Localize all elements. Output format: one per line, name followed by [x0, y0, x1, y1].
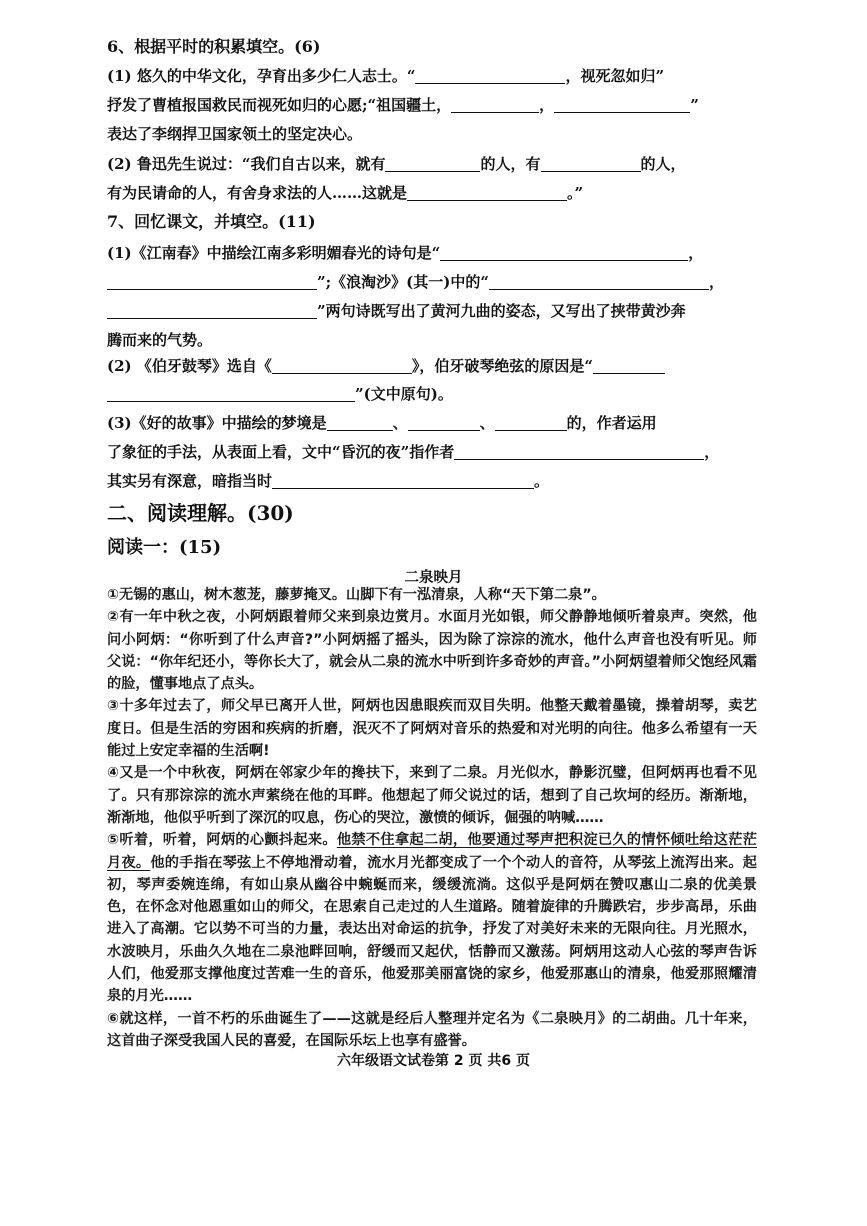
- q6-line-3: 表达了李纲捍卫国家领土的坚定决心。: [107, 125, 363, 143]
- blank[interactable]: [495, 414, 567, 431]
- paragraph-3: ③十多年过去了，师父早已离开人世，阿炳也因患眼疾而双目失明。他整天戴着墨镜，操着胡琴，卖艺度日。但是生活的穷困和疾病的折磨，泯灭不了阿炳对音乐的热爱和对光明的向往。他多么希望有一天能过上安定幸福的生活啊!: [107, 698, 757, 760]
- blank[interactable]: [408, 414, 480, 431]
- q7-line-8: 了象征的手法，从表面上看，文中“昏沉的夜”指作者 ，: [107, 443, 720, 461]
- q6-heading: 6、根据平时的积累填空。(6): [107, 37, 321, 56]
- paragraph-5: ⑤听着，听着，阿炳的心颤抖起来。他禁不住拿起二胡，他要通过琴声把积淀已久的情怀倾吐给这茫茫月夜。他的手指在琴弦上不停地滑动着，流水月光都变成了一个个动人的音符，从琴弦上流泻出来。起初，琴声委婉连绵，有如山泉从幽谷中蜿蜒而来，缓缓流淌。这似乎是阿炳在赞叹惠山二泉的优美景色，在怀念对他恩重如山的师父，在思索自己走过的人生道路。随着旋律的升腾跌宕，步步高昂，乐曲进入了高潮。它以势不可当的力量，表达出对命运的抗争，抒发了对美好未来的无限向往。月光照水，水波映月，乐曲久久地在二泉池畔回响，舒缓而又起伏，恬静而又激荡。阿炳用这动人心弦的琴声告诉人们，他爱那支撑他度过苦难一生的音乐，他爱那美丽富饶的家乡，他爱那惠山的清泉，他爱那照耀清泉的月光……: [107, 832, 757, 1005]
- reading-passage: [107, 584, 757, 1052]
- q6-line-5: 有为民请命的人，有舍身求法的人……这就是 。”: [107, 184, 584, 202]
- q6-line-2: 抒发了曹植报国救民而视死如归的心愿;“祖国疆土， ， ”: [107, 96, 699, 114]
- q7-line-3: ”两句诗既写出了黄河九曲的姿态，又写出了挟带黄沙奔: [107, 300, 772, 322]
- paragraph-1: ①无锡的惠山，树木葱茏，藤萝掩叉。山脚下有一泓清泉，人称“天下第二泉”。: [107, 587, 606, 603]
- paragraph-4: ④又是一个中秋夜，阿炳在邻家少年的搀扶下，来到了二泉。月光似水，静影沉璧，但阿炳再也看不见了。只有那淙淙的流水声萦绕在他的耳畔。他想起了师父说过的话，想到了自己坎坷的经历。渐渐地，渐渐地，他似乎听到了深沉的叹息，伤心的哭泣，激愤的倾诉，倔强的呐喊……: [107, 765, 757, 826]
- blank[interactable]: [593, 357, 665, 374]
- q7-line-6: ”(文中原句)。: [107, 383, 772, 405]
- blank[interactable]: [489, 273, 709, 290]
- blank[interactable]: [407, 184, 567, 201]
- blank[interactable]: [454, 443, 704, 460]
- blank[interactable]: [541, 155, 641, 172]
- blank[interactable]: [415, 67, 565, 84]
- reading-1-label: 阅读一：(15): [107, 537, 222, 558]
- page-footer: 六年级语文试卷第 2 页 共6 页: [337, 1053, 530, 1069]
- q7-line-7: (3)《好的故事》中描绘的梦境是 、 、 的，作者运用: [107, 414, 657, 432]
- blank[interactable]: [440, 244, 688, 261]
- blank[interactable]: [272, 472, 534, 489]
- reading-1-title: 二泉映月: [404, 570, 463, 586]
- blank[interactable]: [327, 414, 393, 431]
- q6-line-4: (2) 鲁迅先生说过：“我们自古以来，就有 的人，有 的人，: [107, 155, 686, 173]
- blank[interactable]: [107, 273, 317, 290]
- q6-line-1: (1) 悠久的中华文化，孕育出多少仁人志士。“ ，视死忽如归”: [107, 67, 665, 85]
- q7-line-9: 其实另有深意，暗指当时 。: [107, 472, 550, 490]
- q7-line-5: (2) 《伯牙鼓琴》选自《 》，伯牙破琴绝弦的原因是“: [107, 355, 772, 377]
- underlined-sentence: 他禁不住拿起二胡，他要通过琴声把积淀已久的情怀倾吐给这茫茫月夜。: [107, 832, 757, 871]
- q7-line-2: ”;《浪淘沙》(其一)中的“ ，: [107, 271, 772, 293]
- blank[interactable]: [451, 96, 539, 113]
- blank[interactable]: [272, 357, 412, 374]
- section-2-title: 二、阅读理解。(30): [107, 501, 294, 525]
- blank[interactable]: [554, 96, 690, 113]
- q7-heading: 7、回忆课文，并填空。(11): [107, 212, 316, 231]
- blank[interactable]: [107, 385, 355, 402]
- paragraph-2: ②有一年中秋之夜，小阿炳跟着师父来到泉边赏月。水面月光如银，师父静静地倾听着泉声。突然，他问小阿炳：“你听到了什么声音?”小阿炳摇了摇头，因为除了淙淙的流水，他什么声音也没有听见。师父说：“你年纪还小，等你长大了，就会从二泉的流水中听到许多奇妙的声音。”小阿炳望着师父饱经风霜的脸，懂事地点了点头。: [107, 609, 757, 693]
- paragraph-6: ⑥就这样，一首不朽的乐曲诞生了——这就是经后人整理并定名为《二泉映月》的二胡曲。几十年来，这首曲子深受我国人民的喜爱，在国际乐坛上也享有盛誉。: [107, 1010, 757, 1049]
- blank[interactable]: [107, 302, 317, 319]
- q7-line-1: (1)《江南春》中描绘江南多彩明媚春光的诗句是“ ，: [107, 244, 704, 262]
- blank[interactable]: [385, 155, 480, 172]
- q7-line-4: 腾而来的气势。: [107, 331, 213, 349]
